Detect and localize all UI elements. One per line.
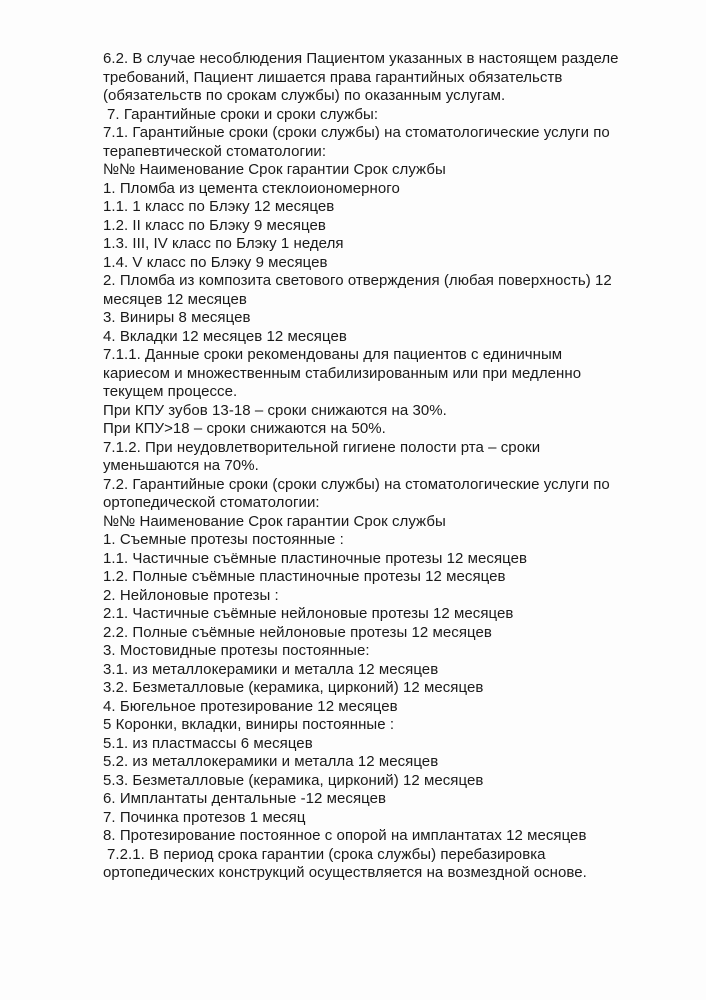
- text-line: 5.2. из металлокерамики и металла 12 месяцев: [103, 753, 439, 770]
- text-line: терапевтической стоматологии:: [103, 142, 327, 160]
- document-text: [103, 50, 673, 883]
- text-line: месяцев 12 месяцев: [103, 290, 247, 308]
- text-line: 2. Пломба из композита светового отверждения (любая поверхность) 12: [103, 272, 612, 289]
- text-line: 1. Пломба из цемента стеклоиономерного: [103, 179, 400, 197]
- text-line: ортопедической стоматологии:: [103, 494, 320, 511]
- text-line: (обязательств по срокам службы) по оказанным услугам.: [103, 87, 506, 104]
- text-line: 1.4. V класс по Блэку 9 месяцев: [103, 253, 328, 271]
- text-line: 8. Протезирование постоянное с опорой на имплантатах 12 месяцев: [103, 827, 587, 844]
- text-line: 1.1. Частичные съёмные пластиночные протезы 12 месяцев: [103, 549, 528, 567]
- text-line: 3. Мостовидные протезы постоянные:: [103, 642, 370, 659]
- text-line: 1.3. III, IV класс по Блэку 1 неделя: [103, 235, 344, 252]
- text-line: 1.1. 1 класс по Блэку 12 месяцев: [103, 198, 335, 215]
- text-line: При КПУ>18 – сроки снижаются на 50%.: [103, 420, 386, 437]
- text-line: 7. Починка протезов 1 месяц: [103, 808, 306, 826]
- text-line: 2.2. Полные съёмные нейлоновые протезы 12 месяцев: [103, 623, 492, 641]
- text-line: 7.1.1. Данные сроки рекомендованы для пациентов с единичным: [103, 346, 563, 363]
- text-line: При КПУ зубов 13-18 – сроки снижаются на 30%.: [103, 401, 447, 419]
- text-line: ортопедических конструкций осуществляется на возмездной основе.: [103, 864, 587, 881]
- table-header-line: №№ Наименование Срок гарантии Срок службы: [103, 161, 446, 178]
- text-line: 5.3. Безметалловые (керамика, цирконий) 12 месяцев: [103, 771, 484, 789]
- text-line: текущем процессе.: [103, 383, 238, 400]
- text-line: 5 Коронки, вкладки, виниры постоянные :: [103, 716, 395, 733]
- text-line: 2. Нейлоновые протезы :: [103, 586, 279, 604]
- text-line: 1. Съемные протезы постоянные :: [103, 531, 344, 548]
- text-line: 2.1. Частичные съёмные нейлоновые протезы 12 месяцев: [103, 605, 514, 622]
- text-line: требований, Пациент лишается права гарантийных обязательств: [103, 68, 563, 86]
- text-line: 3.1. из металлокерамики и металла 12 месяцев: [103, 660, 439, 678]
- text-line: 1.2. Полные съёмные пластиночные протезы 12 месяцев: [103, 568, 506, 585]
- text-line: 1.2. II класс по Блэку 9 месяцев: [103, 216, 326, 234]
- text-line: 4. Вкладки 12 месяцев 12 месяцев: [103, 327, 347, 345]
- table-header-line: №№ Наименование Срок гарантии Срок службы: [103, 512, 446, 530]
- text-line: 3.2. Безметалловые (керамика, цирконий) 12 месяцев: [103, 679, 484, 696]
- text-line: 7.1.2. При неудовлетворительной гигиене полости рта – сроки: [103, 438, 541, 456]
- text-line: 7.1. Гарантийные сроки (сроки службы) на стоматологические услуги по: [103, 124, 610, 141]
- text-line: кариесом и множественным стабилизированным или при медленно: [103, 364, 582, 382]
- text-line: 7.2.1. В период срока гарантии (срока службы) перебазировка: [107, 845, 546, 863]
- text-line: 3. Виниры 8 месяцев: [103, 309, 251, 326]
- text-line: 5.1. из пластмассы 6 месяцев: [103, 734, 313, 752]
- section-heading: 7. Гарантийные сроки и сроки службы:: [107, 105, 379, 123]
- text-line: уменьшаются на 70%.: [103, 457, 259, 474]
- text-line: 6. Имплантаты дентальные -12 месяцев: [103, 790, 387, 807]
- text-line: 6.2. В случае несоблюдения Пациентом указанных в настоящем разделе: [103, 50, 619, 67]
- text-line: 4. Бюгельное протезирование 12 месяцев: [103, 697, 398, 715]
- text-line: 7.2. Гарантийные сроки (сроки службы) на стоматологические услуги по: [103, 475, 610, 493]
